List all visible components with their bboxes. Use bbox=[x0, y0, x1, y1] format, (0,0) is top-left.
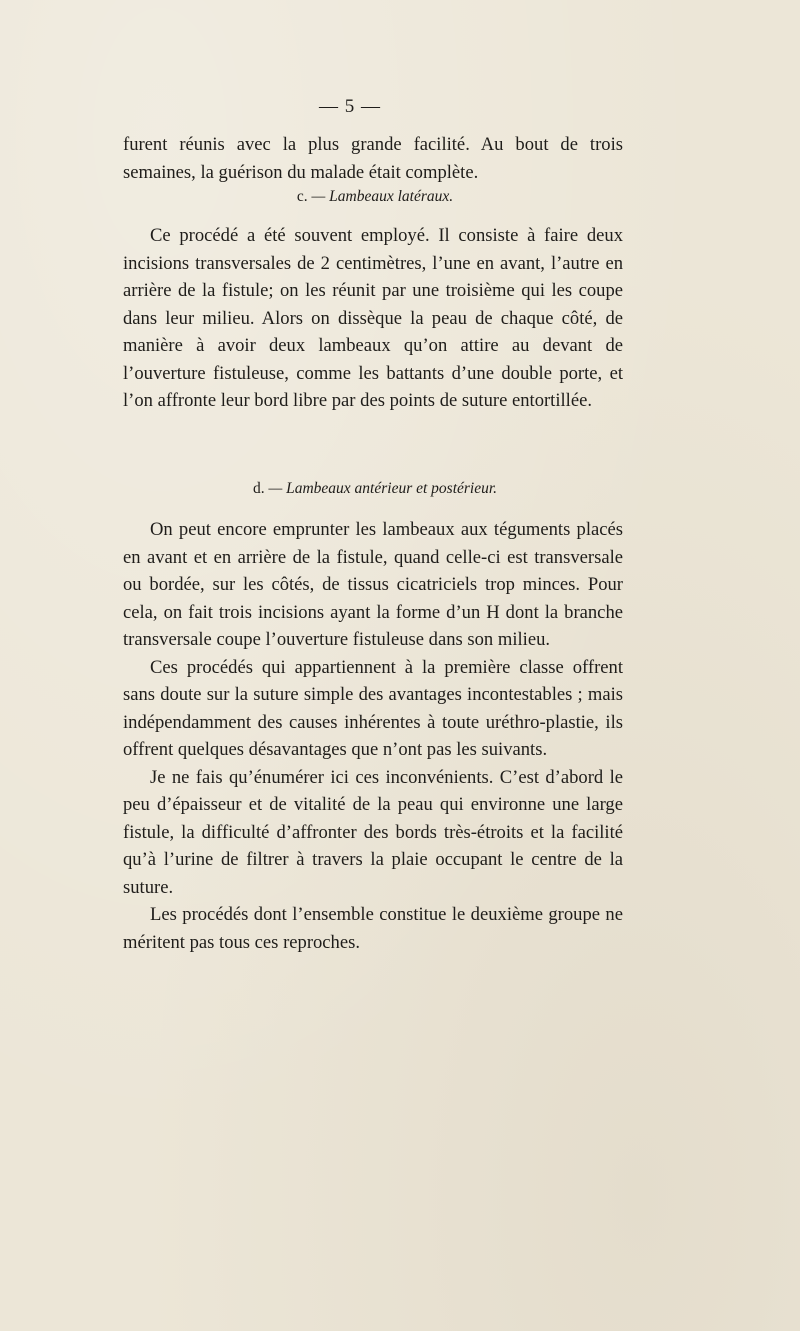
paragraph-text: Les procédés dont l’ensemble constitue le deuxième groupe ne méritent pas tous ces reproches. bbox=[123, 904, 623, 953]
section-title: Lambeaux latéraux. bbox=[329, 188, 454, 205]
paragraph-lateral-flaps bbox=[123, 222, 623, 415]
section-title: Lambeaux antérieur et postérieur. bbox=[286, 480, 498, 497]
paragraph-text: furent réunis avec la plus grande facilité. Au bout de trois semaines, la guérison du malade était complète. bbox=[123, 134, 623, 183]
section-dash: — bbox=[307, 188, 330, 205]
paragraph-text: Je ne fais qu’énumérer ici ces inconvénients. C’est d’abord le peu d’épaisseur et de vitalité de la peau qui environne une large fistule, la difficulté d’affronter des bords très-étroits et la facilité qu’à l’urine de filtrer à travers la plaie occupant le centre de la suture. bbox=[123, 766, 623, 898]
section-letter: c. bbox=[296, 188, 308, 205]
paragraph-text: On peut encore emprunter les lambeaux aux téguments placés en avant et en arrière de la fistule, quand celle-ci est transversale ou bordée, sur les côtés, de tissus cicatriciels trop minces. Pour cela, on fait trois incisions ayant la forme d’un H dont la branche transversale coupe l’ouverture fistuleuse dans son milieu. bbox=[123, 519, 623, 650]
section-dash: — bbox=[264, 480, 287, 497]
paragraph-body bbox=[123, 516, 623, 956]
paragraph-continuation bbox=[123, 131, 623, 186]
paragraph-text: Ce procédé a été souvent employé. Il consiste à faire deux incisions transversales de 2 centimètres, l’une en avant, l’autre en arrière de la fistule; on les réunit par une troisième qui les coupe dans leur milieu. Alors on dissèque la peau de chaque côté, de manière à avoir deux lambeaux qu’on attire au devant de l’ouverture fistuleuse, comme les battants d’une double porte, et l’on affronte leur bord libre par des points de suture entortillée. bbox=[123, 225, 623, 411]
page-number: — 5 — bbox=[319, 96, 381, 117]
section-heading-c bbox=[0, 188, 750, 206]
section-letter: d. bbox=[252, 480, 265, 497]
section-heading-d bbox=[0, 480, 750, 498]
paragraph-text: Ces procédés qui appartiennent à la première classe offrent sans doute sur la suture simple des avantages incontestables ; mais indépendamment des causes inhérentes à toute uréthro-plastie, ils offrent quelques désavantages que n’ont pas les suivants. bbox=[123, 656, 623, 760]
